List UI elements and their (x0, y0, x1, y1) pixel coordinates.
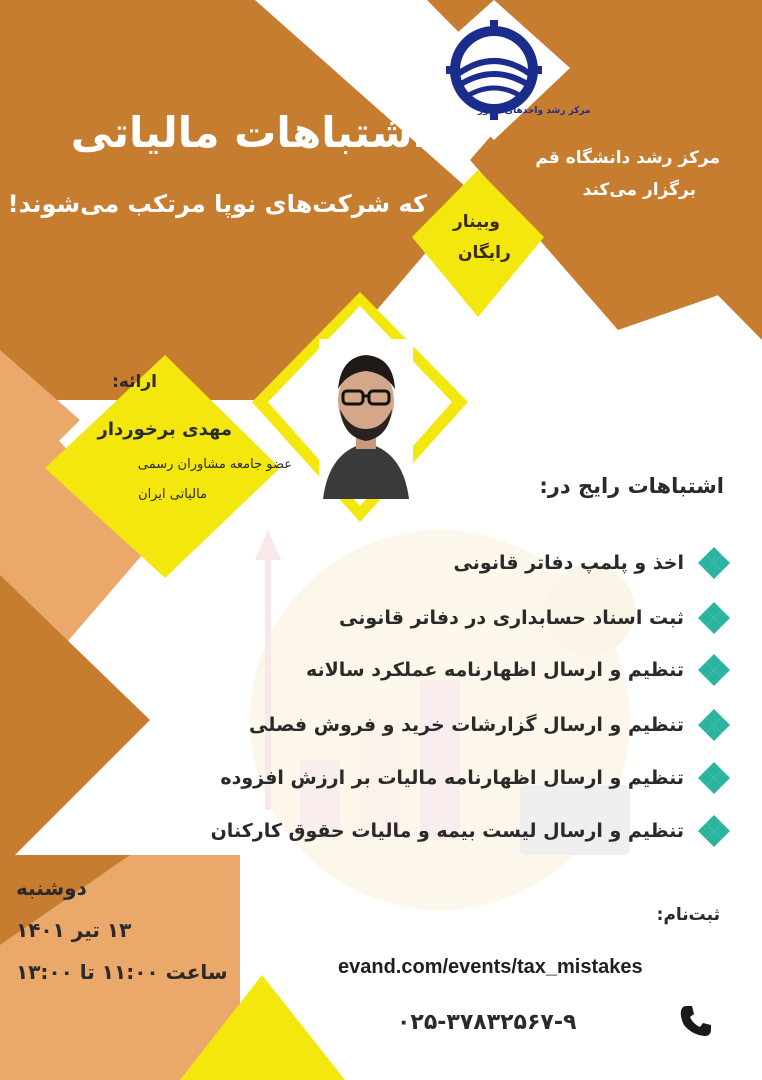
registration-label: ثبت‌نام: (656, 905, 720, 925)
phone-number: ۰۲۵-۳۷۸۳۲۵۶۷-۹ (397, 1010, 577, 1035)
poster-title: اشتباهات مالیاتی (70, 108, 427, 157)
presenter-label: ارائه: (112, 372, 157, 392)
presenter-role-line-1: عضو جامعه مشاوران رسمی (137, 457, 292, 472)
diamond-cluster-icon (696, 707, 732, 743)
diamond-cluster-icon (696, 652, 732, 688)
presenter-photo (319, 339, 413, 499)
organizer-line-1: مرکز رشد دانشگاه قم (535, 148, 720, 168)
list-item (249, 707, 732, 743)
list-item-label: اخذ و پلمپ دفاتر قانونی (453, 552, 684, 574)
diamond-cluster-icon (696, 545, 732, 581)
webinar-line-1: وبینار (453, 212, 500, 232)
diamond-cluster-icon (696, 600, 732, 636)
list-item (339, 600, 732, 636)
event-date: ۱۳ تیر ۱۴۰۱ (16, 918, 132, 942)
presenter-role-line-2: مالیاتی ایران (138, 487, 207, 502)
list-item-label: ثبت اسناد حسابداری در دفاتر قانونی (339, 607, 684, 629)
phone-icon (678, 1003, 714, 1039)
diamond-cluster-icon (696, 813, 732, 849)
presenter-name: مهدی برخوردار (97, 419, 232, 440)
event-time: ساعت ۱۱:۰۰ تا ۱۳:۰۰ (16, 960, 228, 984)
list-item (211, 813, 732, 849)
list-item (220, 760, 732, 796)
logo-caption: مرکز رشد واحدهای فناور (478, 106, 591, 116)
list-item (306, 652, 732, 688)
registration-url: evand.com/events/tax_mistakes (338, 956, 643, 978)
webinar-line-2: رایگان (458, 243, 511, 263)
organizer-line-2: برگزار می‌کند (582, 180, 696, 200)
list-item-label: تنظیم و ارسال اظهارنامه عملکرد سالانه (306, 659, 684, 681)
poster-subtitle: که شرکت‌های نوپا مرتکب می‌شوند! (7, 190, 427, 218)
diamond-cluster-icon (696, 760, 732, 796)
mistakes-heading: اشتباهات رایج در: (539, 474, 724, 498)
list-item (454, 545, 732, 581)
list-item-label: تنظیم و ارسال اظهارنامه مالیات بر ارزش افزوده (220, 767, 684, 789)
event-day: دوشنبه (16, 876, 87, 900)
list-item-label: تنظیم و ارسال لیست بیمه و مالیات حقوق کارکنان (210, 820, 684, 842)
list-item-label: تنظیم و ارسال گزارشات خرید و فروش فصلی (248, 714, 684, 736)
